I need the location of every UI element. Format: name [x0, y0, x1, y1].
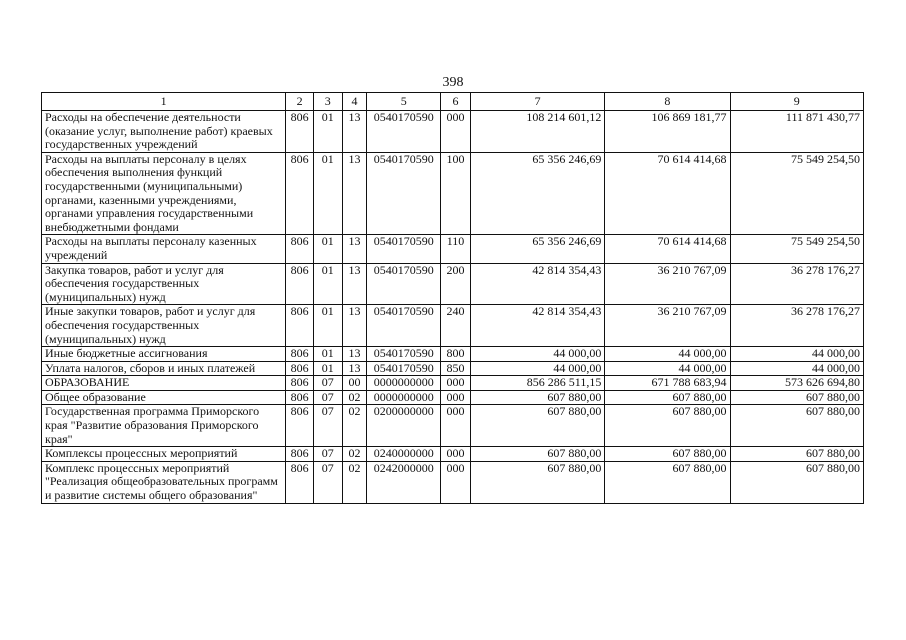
amount-col-9: 573 626 694,80 [730, 376, 863, 391]
target-article-code: 0540170590 [367, 361, 441, 376]
table-row [42, 152, 864, 235]
amount-col-8: 607 880,00 [605, 405, 730, 447]
row-name: Общее образование [42, 390, 286, 405]
column-header: 2 [286, 93, 314, 111]
table-row [42, 405, 864, 447]
target-article-code: 0540170590 [367, 305, 441, 347]
row-name: Государственная программа Приморского края "Развитие образования Приморского края" [42, 405, 286, 447]
column-header: 1 [42, 93, 286, 111]
amount-col-7: 607 880,00 [470, 447, 604, 462]
section-code: 01 [313, 111, 342, 153]
row-name: Расходы на выплаты персоналу казенных учреждений [42, 235, 286, 263]
table-row [42, 447, 864, 462]
amount-col-9: 111 871 430,77 [730, 111, 863, 153]
column-header: 7 [470, 93, 604, 111]
subsection-code: 13 [342, 361, 367, 376]
expense-type-code: 240 [441, 305, 471, 347]
section-code: 07 [313, 447, 342, 462]
row-name: Уплата налогов, сборов и иных платежей [42, 361, 286, 376]
amount-col-8: 70 614 414,68 [605, 235, 730, 263]
section-code: 07 [313, 405, 342, 447]
row-name: Иные закупки товаров, работ и услуг для обеспечения государственных (муниципальных) нужд [42, 305, 286, 347]
target-article-code: 0242000000 [367, 461, 441, 503]
subsection-code: 13 [342, 111, 367, 153]
ministry-code: 806 [286, 461, 314, 503]
row-name: Иные бюджетные ассигнования [42, 347, 286, 362]
subsection-code: 02 [342, 405, 367, 447]
amount-col-9: 44 000,00 [730, 347, 863, 362]
amount-col-9: 44 000,00 [730, 361, 863, 376]
amount-col-9: 36 278 176,27 [730, 263, 863, 305]
expense-type-code: 800 [441, 347, 471, 362]
row-name: Комплекс процессных мероприятий "Реализация общеобразовательных программ и развитие системы общего образования" [42, 461, 286, 503]
amount-col-8: 671 788 683,94 [605, 376, 730, 391]
amount-col-8: 607 880,00 [605, 447, 730, 462]
subsection-code: 13 [342, 152, 367, 235]
target-article-code: 0000000000 [367, 390, 441, 405]
row-name: Расходы на обеспечение деятельности (оказание услуг, выполнение работ) краевых государственных учреждений [42, 111, 286, 153]
amount-col-7: 44 000,00 [470, 361, 604, 376]
section-code: 01 [313, 235, 342, 263]
ministry-code: 806 [286, 111, 314, 153]
table-row [42, 390, 864, 405]
amount-col-7: 856 286 511,15 [470, 376, 604, 391]
ministry-code: 806 [286, 235, 314, 263]
header-row [42, 93, 864, 111]
amount-col-9: 607 880,00 [730, 447, 863, 462]
budget-table [41, 92, 864, 504]
amount-col-9: 36 278 176,27 [730, 305, 863, 347]
column-header: 6 [441, 93, 471, 111]
target-article-code: 0540170590 [367, 347, 441, 362]
ministry-code: 806 [286, 305, 314, 347]
section-code: 01 [313, 361, 342, 376]
target-article-code: 0540170590 [367, 263, 441, 305]
section-code: 01 [313, 152, 342, 235]
expense-type-code: 850 [441, 361, 471, 376]
section-code: 01 [313, 305, 342, 347]
amount-col-8: 36 210 767,09 [605, 305, 730, 347]
amount-col-9: 607 880,00 [730, 461, 863, 503]
column-header: 9 [730, 93, 863, 111]
target-article-code: 0000000000 [367, 376, 441, 391]
target-article-code: 0200000000 [367, 405, 441, 447]
expense-type-code: 100 [441, 152, 471, 235]
expense-type-code: 000 [441, 111, 471, 153]
amount-col-8: 70 614 414,68 [605, 152, 730, 235]
ministry-code: 806 [286, 347, 314, 362]
section-code: 07 [313, 461, 342, 503]
amount-col-8: 44 000,00 [605, 347, 730, 362]
section-code: 01 [313, 347, 342, 362]
amount-col-9: 607 880,00 [730, 390, 863, 405]
table-row [42, 235, 864, 263]
amount-col-7: 42 814 354,43 [470, 263, 604, 305]
table-row [42, 111, 864, 153]
column-header: 3 [313, 93, 342, 111]
subsection-code: 02 [342, 447, 367, 462]
amount-col-8: 607 880,00 [605, 461, 730, 503]
subsection-code: 13 [342, 347, 367, 362]
page-number: 398 [442, 75, 464, 90]
row-name: ОБРАЗОВАНИЕ [42, 376, 286, 391]
column-header: 8 [605, 93, 730, 111]
amount-col-7: 607 880,00 [470, 461, 604, 503]
expense-type-code: 000 [441, 376, 471, 391]
target-article-code: 0540170590 [367, 235, 441, 263]
amount-col-7: 607 880,00 [470, 405, 604, 447]
table-row [42, 347, 864, 362]
subsection-code: 13 [342, 263, 367, 305]
subsection-code: 02 [342, 390, 367, 405]
amount-col-9: 75 549 254,50 [730, 235, 863, 263]
column-header: 4 [342, 93, 367, 111]
expense-type-code: 000 [441, 461, 471, 503]
expense-type-code: 000 [441, 405, 471, 447]
expense-type-code: 000 [441, 447, 471, 462]
amount-col-7: 607 880,00 [470, 390, 604, 405]
table-row [42, 305, 864, 347]
subsection-code: 00 [342, 376, 367, 391]
amount-col-7: 44 000,00 [470, 347, 604, 362]
amount-col-7: 65 356 246,69 [470, 235, 604, 263]
column-header: 5 [367, 93, 441, 111]
amount-col-7: 108 214 601,12 [470, 111, 604, 153]
row-name: Закупка товаров, работ и услуг для обеспечения государственных (муниципальных) нужд [42, 263, 286, 305]
amount-col-7: 42 814 354,43 [470, 305, 604, 347]
row-name: Комплексы процессных мероприятий [42, 447, 286, 462]
target-article-code: 0540170590 [367, 152, 441, 235]
amount-col-8: 36 210 767,09 [605, 263, 730, 305]
ministry-code: 806 [286, 376, 314, 391]
expense-type-code: 200 [441, 263, 471, 305]
subsection-code: 13 [342, 235, 367, 263]
table-row [42, 361, 864, 376]
row-name: Расходы на выплаты персоналу в целях обеспечения выполнения функций государственными (муниципальными) органами, казенными учреждениями, органами управления государственными внебюджетными фондами [42, 152, 286, 235]
ministry-code: 806 [286, 263, 314, 305]
expense-type-code: 000 [441, 390, 471, 405]
ministry-code: 806 [286, 390, 314, 405]
amount-col-8: 44 000,00 [605, 361, 730, 376]
amount-col-7: 65 356 246,69 [470, 152, 604, 235]
section-code: 07 [313, 376, 342, 391]
table-row [42, 376, 864, 391]
table-row [42, 263, 864, 305]
expense-type-code: 110 [441, 235, 471, 263]
ministry-code: 806 [286, 405, 314, 447]
amount-col-8: 607 880,00 [605, 390, 730, 405]
amount-col-9: 75 549 254,50 [730, 152, 863, 235]
target-article-code: 0240000000 [367, 447, 441, 462]
subsection-code: 13 [342, 305, 367, 347]
section-code: 07 [313, 390, 342, 405]
amount-col-9: 607 880,00 [730, 405, 863, 447]
ministry-code: 806 [286, 361, 314, 376]
amount-col-8: 106 869 181,77 [605, 111, 730, 153]
section-code: 01 [313, 263, 342, 305]
target-article-code: 0540170590 [367, 111, 441, 153]
ministry-code: 806 [286, 447, 314, 462]
subsection-code: 02 [342, 461, 367, 503]
ministry-code: 806 [286, 152, 314, 235]
table-row [42, 461, 864, 503]
